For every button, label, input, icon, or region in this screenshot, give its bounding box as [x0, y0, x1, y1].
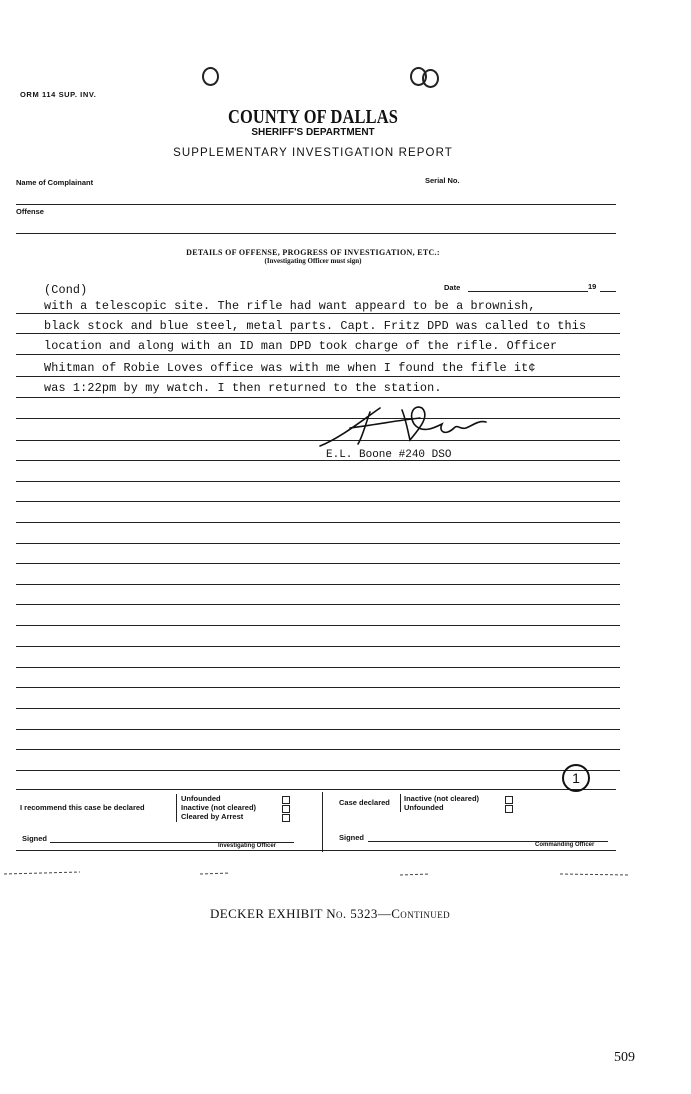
- rule-line: [16, 749, 620, 750]
- date-line: [468, 291, 588, 292]
- rule-line: [16, 604, 620, 605]
- rule-line: [16, 646, 620, 647]
- perforation-edge: [0, 866, 640, 882]
- rule-line: [16, 584, 620, 585]
- signed-label: Signed: [339, 833, 365, 842]
- rule-line: [16, 501, 620, 502]
- signed-label: Signed: [22, 834, 48, 843]
- rule-line: [16, 708, 620, 709]
- rule-line: [16, 789, 616, 790]
- page-mark-circle: 1: [562, 764, 590, 792]
- body-line: black stock and blue steel, metal parts. Capt. Fritz DPD was called to this: [44, 319, 587, 333]
- checkbox-cleared[interactable]: [282, 814, 290, 822]
- serial-label: Serial No.: [425, 176, 460, 185]
- rule-line: [16, 481, 620, 482]
- checkbox-case-unfounded[interactable]: [505, 805, 513, 813]
- rule-line: [16, 233, 616, 234]
- body-line: was 1:22pm by my watch. I then returned to the station.: [44, 381, 442, 395]
- complainant-label: Name of Complainant: [16, 178, 94, 187]
- rule-line: [16, 667, 620, 668]
- rule-line: [16, 563, 620, 564]
- body-line: Whitman of Robie Loves office was with me when I found the fifle it¢: [44, 361, 536, 375]
- year-prefix: 19: [588, 282, 597, 291]
- section-divider: [322, 792, 324, 852]
- recommend-label: I recommend this case be declared: [20, 803, 145, 812]
- date-label: Date: [444, 283, 461, 292]
- county-title: COUNTY OF DALLAS: [228, 106, 398, 128]
- rule-line: [16, 770, 620, 771]
- body-line: with a telescopic site. The rifle had want appeard to be a brownish,: [44, 299, 536, 313]
- offense-label: Offense: [16, 207, 44, 216]
- rule-line: [16, 543, 620, 544]
- checkbox-unfounded[interactable]: [282, 796, 290, 804]
- handwritten-signature: [310, 398, 510, 452]
- rule-line: [16, 625, 620, 626]
- report-title: SUPPLEMENTARY INVESTIGATION REPORT: [173, 147, 453, 159]
- punch-hole-mark: [202, 67, 219, 86]
- commanding-officer-label: Commanding Officer: [535, 842, 595, 848]
- case-option-unfounded: Unfounded: [404, 803, 444, 812]
- rule-line: [16, 850, 616, 851]
- year-line: [600, 291, 616, 292]
- rule-line: [16, 729, 620, 730]
- details-heading: DETAILS OF OFFENSE, PROGRESS OF INVESTIGATION, ETC.:: [186, 248, 440, 257]
- rule-line: [16, 460, 620, 461]
- bracket-line: [400, 794, 402, 812]
- body-line: location and along with an ID man DPD took charge of the rifle. Officer: [44, 339, 558, 353]
- form-code: ORM 114 SUP. INV.: [20, 90, 97, 99]
- rule-line: [16, 522, 620, 523]
- rule-line: [16, 687, 620, 688]
- checkbox-inactive[interactable]: [282, 805, 290, 813]
- rule-line: [16, 354, 620, 355]
- bracket-line: [176, 794, 178, 822]
- rule-line: [16, 313, 620, 314]
- details-subheading: (Investigating Officer must sign): [264, 257, 362, 265]
- case-declared-label: Case declared: [339, 798, 390, 807]
- officer-signature-name: E.L. Boone #240 DSO: [326, 449, 452, 461]
- rule-line: [16, 204, 616, 205]
- page-number: 509: [614, 1050, 635, 1065]
- investigating-officer-label: Investigating Officer: [218, 843, 277, 849]
- rule-line: [16, 333, 620, 334]
- exhibit-footer: DECKER EXHIBIT No. 5323—Continued: [209, 906, 450, 921]
- recommend-option-unfounded: Unfounded: [181, 794, 221, 803]
- case-option-inactive: Inactive (not cleared): [404, 794, 480, 803]
- department-title: SHERIFF'S DEPARTMENT: [251, 127, 375, 138]
- recommend-option-cleared: Cleared by Arrest: [181, 812, 244, 821]
- cond-text: (Cond): [44, 283, 88, 297]
- recommend-option-inactive: Inactive (not cleared): [181, 803, 257, 812]
- checkbox-case-inactive[interactable]: [505, 796, 513, 804]
- punch-hole-mark: [422, 69, 439, 88]
- rule-line: [16, 376, 620, 377]
